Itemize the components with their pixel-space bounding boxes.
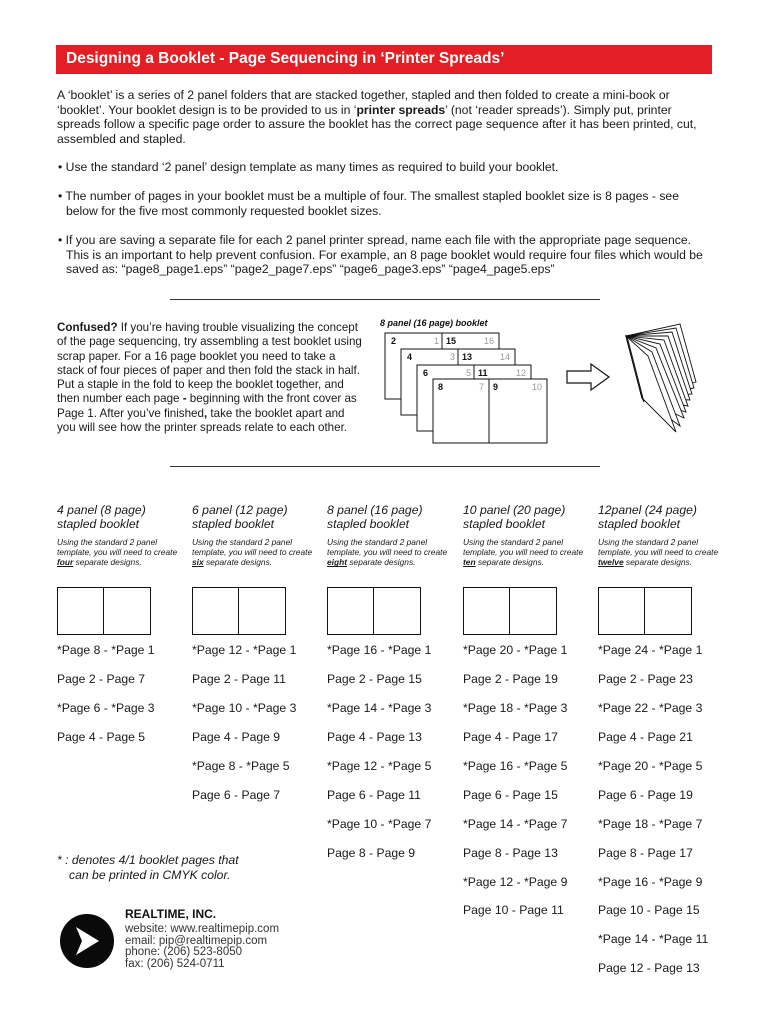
spread-sequence: *Page 8 - *Page 5 [192, 759, 290, 773]
column-title: 10 panel (20 page) [463, 503, 566, 517]
column-title: 4 panel (8 page) [57, 503, 146, 517]
spread-sequence: Page 10 - Page 11 [463, 903, 564, 917]
confused-text-1: If you’re having trouble visualizing the concept of the page sequencing, try assembling a test booklet using scrap paper. For a 16 page booklet you need to take a stack of four pieces of paper and then fold the stack in half. Put a staple in the fold to keep the booklet together, and then number each page [57, 321, 362, 406]
company-contact [125, 909, 279, 971]
spread-sequence: *Page 20 - *Page 1 [463, 643, 568, 657]
spread-sequence: *Page 16 - *Page 9 [598, 875, 703, 889]
sheet-4 [433, 379, 547, 443]
chevron-arrow-logo-icon [59, 913, 115, 974]
spread-sequence: Page 6 - Page 11 [327, 788, 421, 802]
spread-sequence: *Page 6 - *Page 3 [57, 701, 155, 715]
column-subtitle: stapled booklet [598, 517, 680, 531]
spread-sequence: Page 2 - Page 15 [327, 672, 422, 686]
spread-sequence: Page 8 - Page 17 [598, 846, 693, 860]
spread-sequence: Page 6 - Page 19 [598, 788, 693, 802]
sheet-2-right-mirror: 14 [500, 352, 511, 362]
spread-sequence: Page 8 - Page 13 [463, 846, 558, 860]
column-note [192, 537, 324, 581]
confused-dash: - [182, 392, 187, 406]
spread-sequence: *Page 12 - *Page 1 [192, 643, 297, 657]
booklet-column-16-page [327, 503, 459, 860]
spread-sequence: Page 4 - Page 21 [598, 730, 693, 744]
column-subtitle: stapled booklet [192, 517, 274, 531]
spread-sequence: Page 2 - Page 7 [57, 672, 146, 686]
spread-sequence: Page 4 - Page 17 [463, 730, 558, 744]
company-phone: phone: (206) 523-8050 [125, 946, 243, 959]
column-subtitle: stapled booklet [463, 517, 545, 531]
note-text-end: separate designs. [623, 557, 693, 568]
note-text-end: separate designs. [347, 557, 416, 568]
sheet-4-left-mirror: 7 [479, 382, 485, 392]
sheet-2-left-mirror: 3 [450, 352, 456, 362]
spread-sequence: Page 6 - Page 7 [192, 788, 281, 802]
sheet-4-right-page: 9 [493, 382, 499, 392]
sheet-3-left-page: 6 [423, 368, 429, 378]
spread-sequence: *Page 12 - *Page 5 [327, 759, 432, 773]
sheet-1-left-mirror: 1 [434, 336, 440, 346]
title-banner [56, 45, 712, 74]
open-book-icon [618, 318, 700, 443]
panel-fold [509, 588, 510, 634]
spread-sequence: Page 2 - Page 23 [598, 672, 693, 686]
spread-sequence: Page 4 - Page 5 [57, 730, 146, 744]
column-title: 12panel (24 page) [598, 503, 697, 517]
note-text-end: separate designs. [203, 557, 273, 568]
panel-fold [238, 588, 239, 634]
spread-sequence: *Page 14 - *Page 11 [598, 932, 709, 946]
confused-text-2: beginning with the front cover as Page 1. After you’ve finished [57, 392, 357, 420]
two-panel-template [57, 587, 151, 635]
diagram-title: 8 panel (16 page) booklet [380, 318, 488, 328]
company-name: REALTIME, INC. [125, 907, 217, 921]
sheet-3-right-page: 11 [478, 368, 488, 378]
spread-sequence: Page 4 - Page 9 [192, 730, 281, 744]
page-title: Designing a Booklet - Page Sequencing in ‘Printer Spreads’ [66, 50, 505, 67]
confused-text-3: take the booklet apart and you will see how the printer spreads relate to each other. [57, 406, 348, 435]
sheet-3-left-mirror: 5 [466, 368, 472, 378]
intro-paragraph [57, 88, 717, 146]
two-panel-template [598, 587, 692, 635]
note-text: Using the standard 2 panel template, you will need to create [57, 537, 178, 558]
spread-sequence: *Page 16 - *Page 5 [463, 759, 568, 773]
spread-sequence: Page 8 - Page 9 [327, 846, 416, 860]
column-note [57, 537, 189, 581]
spread-sequence: Page 2 - Page 11 [192, 672, 286, 686]
spread-sequence: Page 6 - Page 15 [463, 788, 558, 802]
footnote-line-1: * : denotes 4/1 booklet pages that [57, 853, 239, 867]
note-count: eight [327, 557, 348, 568]
column-subtitle: stapled booklet [327, 517, 409, 531]
spread-sequence: *Page 10 - *Page 3 [192, 701, 297, 715]
spread-sequence: *Page 14 - *Page 7 [463, 817, 568, 831]
spread-sequence: *Page 20 - *Page 5 [598, 759, 703, 773]
note-text-end: separate designs. [73, 557, 142, 568]
bullet-1-text: • Use the standard ‘2 panel’ design template as many times as required to build your booklet. [58, 160, 559, 174]
bullet-file-naming [58, 233, 718, 277]
booklet-column-20-page [463, 503, 595, 917]
company-email[interactable]: email: pip@realtimepip.com [125, 934, 268, 947]
spread-sequence: *Page 18 - *Page 7 [598, 817, 703, 831]
sheet-4-left-page: 8 [438, 382, 444, 392]
sheet-2-left-page: 4 [407, 352, 413, 362]
two-panel-template [192, 587, 286, 635]
column-title: 6 panel (12 page) [192, 503, 288, 517]
bullet-3-continued: This is an important to help prevent confusion. For example, an 8 page booklet would require four files which would be saved as: “page8_page1.eps” “page2_page7.eps” “page6_page3.eps” “page4_page5.eps” [66, 247, 703, 276]
column-subtitle: stapled booklet [57, 517, 139, 531]
spread-sequence: Page 10 - Page 15 [598, 903, 700, 917]
column-note [327, 537, 459, 581]
confused-paragraph [57, 321, 362, 435]
sheet-2-right-page: 13 [462, 352, 473, 362]
spread-sequence: *Page 12 - *Page 9 [463, 875, 568, 889]
booklet-sheets-diagram [375, 315, 555, 455]
bullet-3-text: • If you are saving a separate file for each 2 panel printer spread, name each file with the appropriate page sequence. [58, 233, 691, 247]
spread-sequence: *Page 16 - *Page 1 [327, 643, 432, 657]
sheet-3-right-mirror: 12 [516, 368, 527, 378]
column-note [598, 537, 730, 581]
note-count: four [57, 557, 74, 568]
note-count: twelve [598, 557, 624, 568]
note-text: Using the standard 2 panel template, you will need to create [327, 537, 448, 558]
company-website[interactable]: website: www.realtimepip.com [125, 922, 280, 935]
two-panel-template [463, 587, 557, 635]
note-text: Using the standard 2 panel template, you will need to create [192, 537, 313, 558]
spread-sequence: Page 12 - Page 13 [598, 961, 700, 975]
column-title: 8 panel (16 page) [327, 503, 423, 517]
sheet-1-left-page: 2 [391, 336, 397, 346]
spread-sequence: *Page 22 - *Page 3 [598, 701, 703, 715]
two-panel-template [327, 587, 421, 635]
spread-sequence: Page 4 - Page 13 [327, 730, 422, 744]
note-text: Using the standard 2 panel template, you will need to create [598, 537, 719, 558]
sheet-1-right-mirror: 16 [484, 336, 495, 346]
sheet-1-right-page: 15 [446, 336, 457, 346]
intro-bold-term: printer spreads [356, 102, 446, 117]
confused-lead: Confused? [57, 321, 118, 334]
bullet-template [58, 160, 718, 175]
bullet-2-text: • The number of pages in your booklet must be a multiple of four. The smallest stapled booklet size is 8 pages - see [58, 189, 679, 203]
divider-bottom [170, 466, 600, 467]
confused-comma: , [203, 406, 208, 420]
right-arrow-icon [565, 362, 611, 397]
panel-fold [373, 588, 374, 634]
spread-sequence: Page 2 - Page 19 [463, 672, 558, 686]
divider-top [170, 299, 600, 300]
spread-sequence: *Page 24 - *Page 1 [598, 643, 703, 657]
spread-sequence: *Page 8 - *Page 1 [57, 643, 155, 657]
company-fax: fax: (206) 524-0711 [125, 958, 225, 971]
panel-fold [103, 588, 104, 634]
intro-text-2: ’ (not ‘reader spreads’). Simply put, printer spreads follow a specific page order to assure the booklet has the correct page sequence after it has been printed, cut, assembled and stapled. [57, 102, 697, 146]
cmyk-footnote [57, 853, 239, 883]
spread-sequence: *Page 14 - *Page 3 [327, 701, 432, 715]
spread-sequence: *Page 10 - *Page 7 [327, 817, 432, 831]
booklet-column-8-page [57, 503, 189, 744]
column-note [463, 537, 595, 581]
sheets-svg [375, 315, 555, 450]
note-count: six [192, 557, 204, 568]
sheet-4-right-mirror: 10 [532, 382, 543, 392]
note-text-end: separate designs. [475, 557, 545, 568]
panel-fold [644, 588, 645, 634]
booklet-column-24-page [598, 503, 730, 975]
footnote-line-2: can be printed in CMYK color. [69, 868, 231, 882]
bullet-2-continued: below for the five most commonly requested booklet sizes. [66, 203, 382, 218]
bullet-multiple-of-four [58, 189, 718, 218]
intro-text-1: A ‘booklet’ is a series of 2 panel folders that are stacked together, stapled and then folded to create a mini-book or ‘booklet’. Your booklet design is to be provided to us in ‘ [57, 88, 670, 117]
note-text: Using the standard 2 panel template, you will need to create [463, 537, 584, 558]
booklet-column-12-page [192, 503, 324, 802]
note-count: ten [463, 557, 476, 568]
spread-sequence: *Page 18 - *Page 3 [463, 701, 568, 715]
